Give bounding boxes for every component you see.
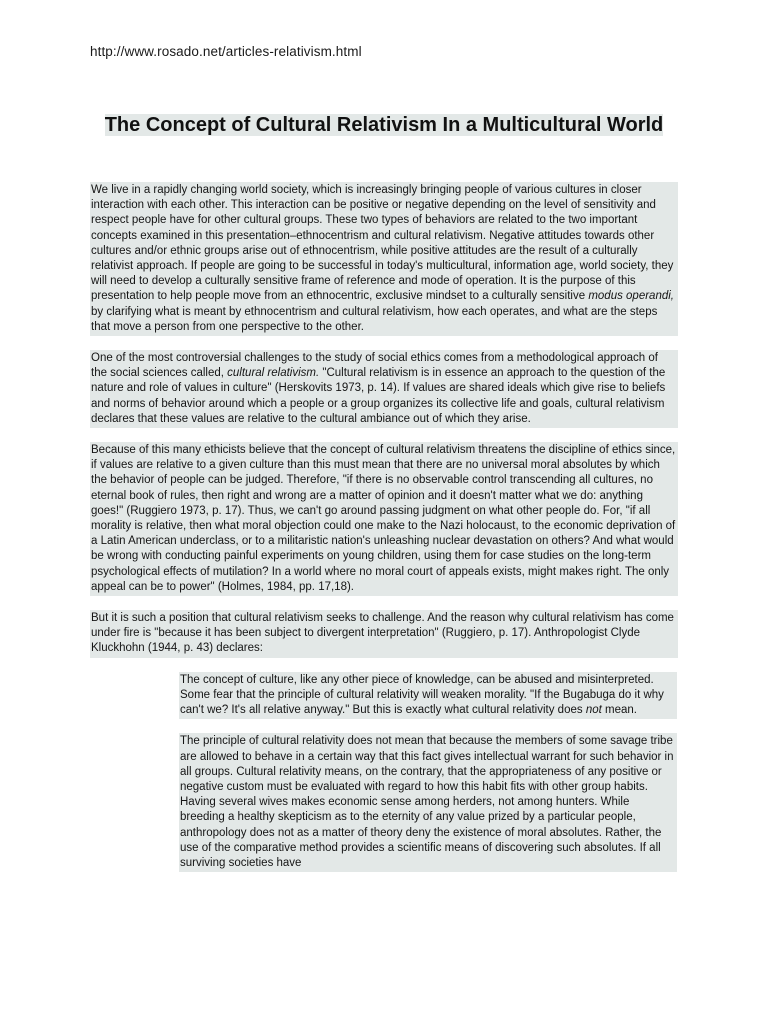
quote-paragraph-1-emphasis: not: [585, 704, 602, 717]
quote-paragraph-1-text-a: The concept of culture, like any other piece of knowledge, can be abused and misinterpreted. Some fear that the principle of cultural relativity will weaken morality. "If the Bugabuga do it why can't we? It's all relative anyway." But this is exactly what cultural relativity does: [180, 673, 664, 717]
paragraph-challenge: But it is such a position that cultural relativism seeks to challenge. And the reason why cultural relativism has come under fire is "because it has been subject to divergent interpretation" (Ruggiero, p. 17). Anthropologist Clyde Kluckhohn (1944, p. 43) declares:: [90, 610, 678, 658]
paragraph-intro-text-b: by clarifying what is meant by ethnocentrism and cultural relativism, how each operates, and what are the steps that move a person from one perspective to the other.: [91, 305, 658, 333]
paragraph-intro: [90, 182, 678, 336]
quote-paragraph-2: The principle of cultural relativity does not mean that because the members of some savage tribe are allowed to behave in a certain way that this fact gives intellectual warrant for such behavior in all groups. Cultural relativity means, on the contrary, that the appropriateness of any positive or negative custom must be evaluated with regard to how this habit fits with other group habits. Having several wives makes economic sense among herders, not among hunters. While breeding a healthy skepticism as to the eternity of any value prized by a particular people, anthropology does not as a matter of theory deny the existence of moral absolutes. Rather, the use of the comparative method provides a scientific means of discovering such absolutes. If all surviving societies have: [179, 733, 677, 872]
article-body: [90, 182, 678, 886]
paragraph-controversy-text-a: One of the most controversial challenges to the study of social ethics comes from a methodological approach of the social sciences called,: [91, 352, 658, 380]
article-title: [90, 112, 678, 139]
quote-paragraph-1-text-b: mean.: [601, 704, 637, 717]
article-title-text: The Concept of Cultural Relativism In a Multicultural World: [104, 114, 664, 136]
paragraph-intro-emphasis: modus operandi,: [588, 290, 674, 303]
paragraph-controversy-text-b: "Cultural relativism is in essence an approach to the question of the nature and role of values in culture" (Herskovits 1973, p. 14). If values are shared ideals which give rise to beliefs and norms of behavior around which a people or a group organizes its collective life and goals, cultural relativism declares that these values are relative to the cultural ambiance out of which they arise.: [91, 367, 666, 425]
quote-paragraph-1: [179, 672, 677, 720]
paragraph-controversy: [90, 350, 678, 428]
block-quote: [179, 672, 677, 872]
paragraph-intro-text-a: We live in a rapidly changing world society, which is increasingly bringing people of various cultures in closer interaction with each other. This interaction can be positive or negative depending on the level of sensitivity and respect people have for other cultural groups. These two types of behaviors are related to the two important concepts examined in this presentation–ethnocentrism and cultural relativism. Negative attitudes towards other cultures and/or ethnic groups arise out of ethnocentrism, while positive attitudes are the result of a culturally relativist approach. If people are going to be successful in today's multicultural, information age, world society, they will need to develop a culturally sensitive frame of reference and mode of operation. It is the purpose of this presentation to help people move from an ethnocentric, exclusive mindset to a culturally sensitive: [91, 184, 674, 303]
paragraph-controversy-emphasis: cultural relativism.: [227, 367, 320, 380]
paragraph-ethicists: Because of this many ethicists believe that the concept of cultural relativism threatens the discipline of ethics since, if values are relative to a given culture than this must mean that there are no universal moral absolutes by which the behavior of people can be judged. Therefore, "if there is no observable control transcending all cultures, no eternal book of rules, then right and wrong are a matter of opinion and it doesn't matter what we do: anything goes!" (Ruggiero 1973, p. 17). Thus, we can't go around passing judgment on what other people do. For, "if all morality is relative, then what moral objection could one make to the Nazi holocaust, to the economic deprivation of a Latin American underclass, or to a militaristic nation's unleashing nuclear devastation on others? And what would be wrong with conducting painful experiments on young children, using them for case studies on the long-term psychological effects of mutilation? In a world where no moral court of appeals exists, might makes right. The only appeal can be to power" (Holmes, 1984, pp. 17,18).: [90, 442, 678, 596]
source-url: http://www.rosado.net/articles-relativism.html: [90, 44, 362, 59]
